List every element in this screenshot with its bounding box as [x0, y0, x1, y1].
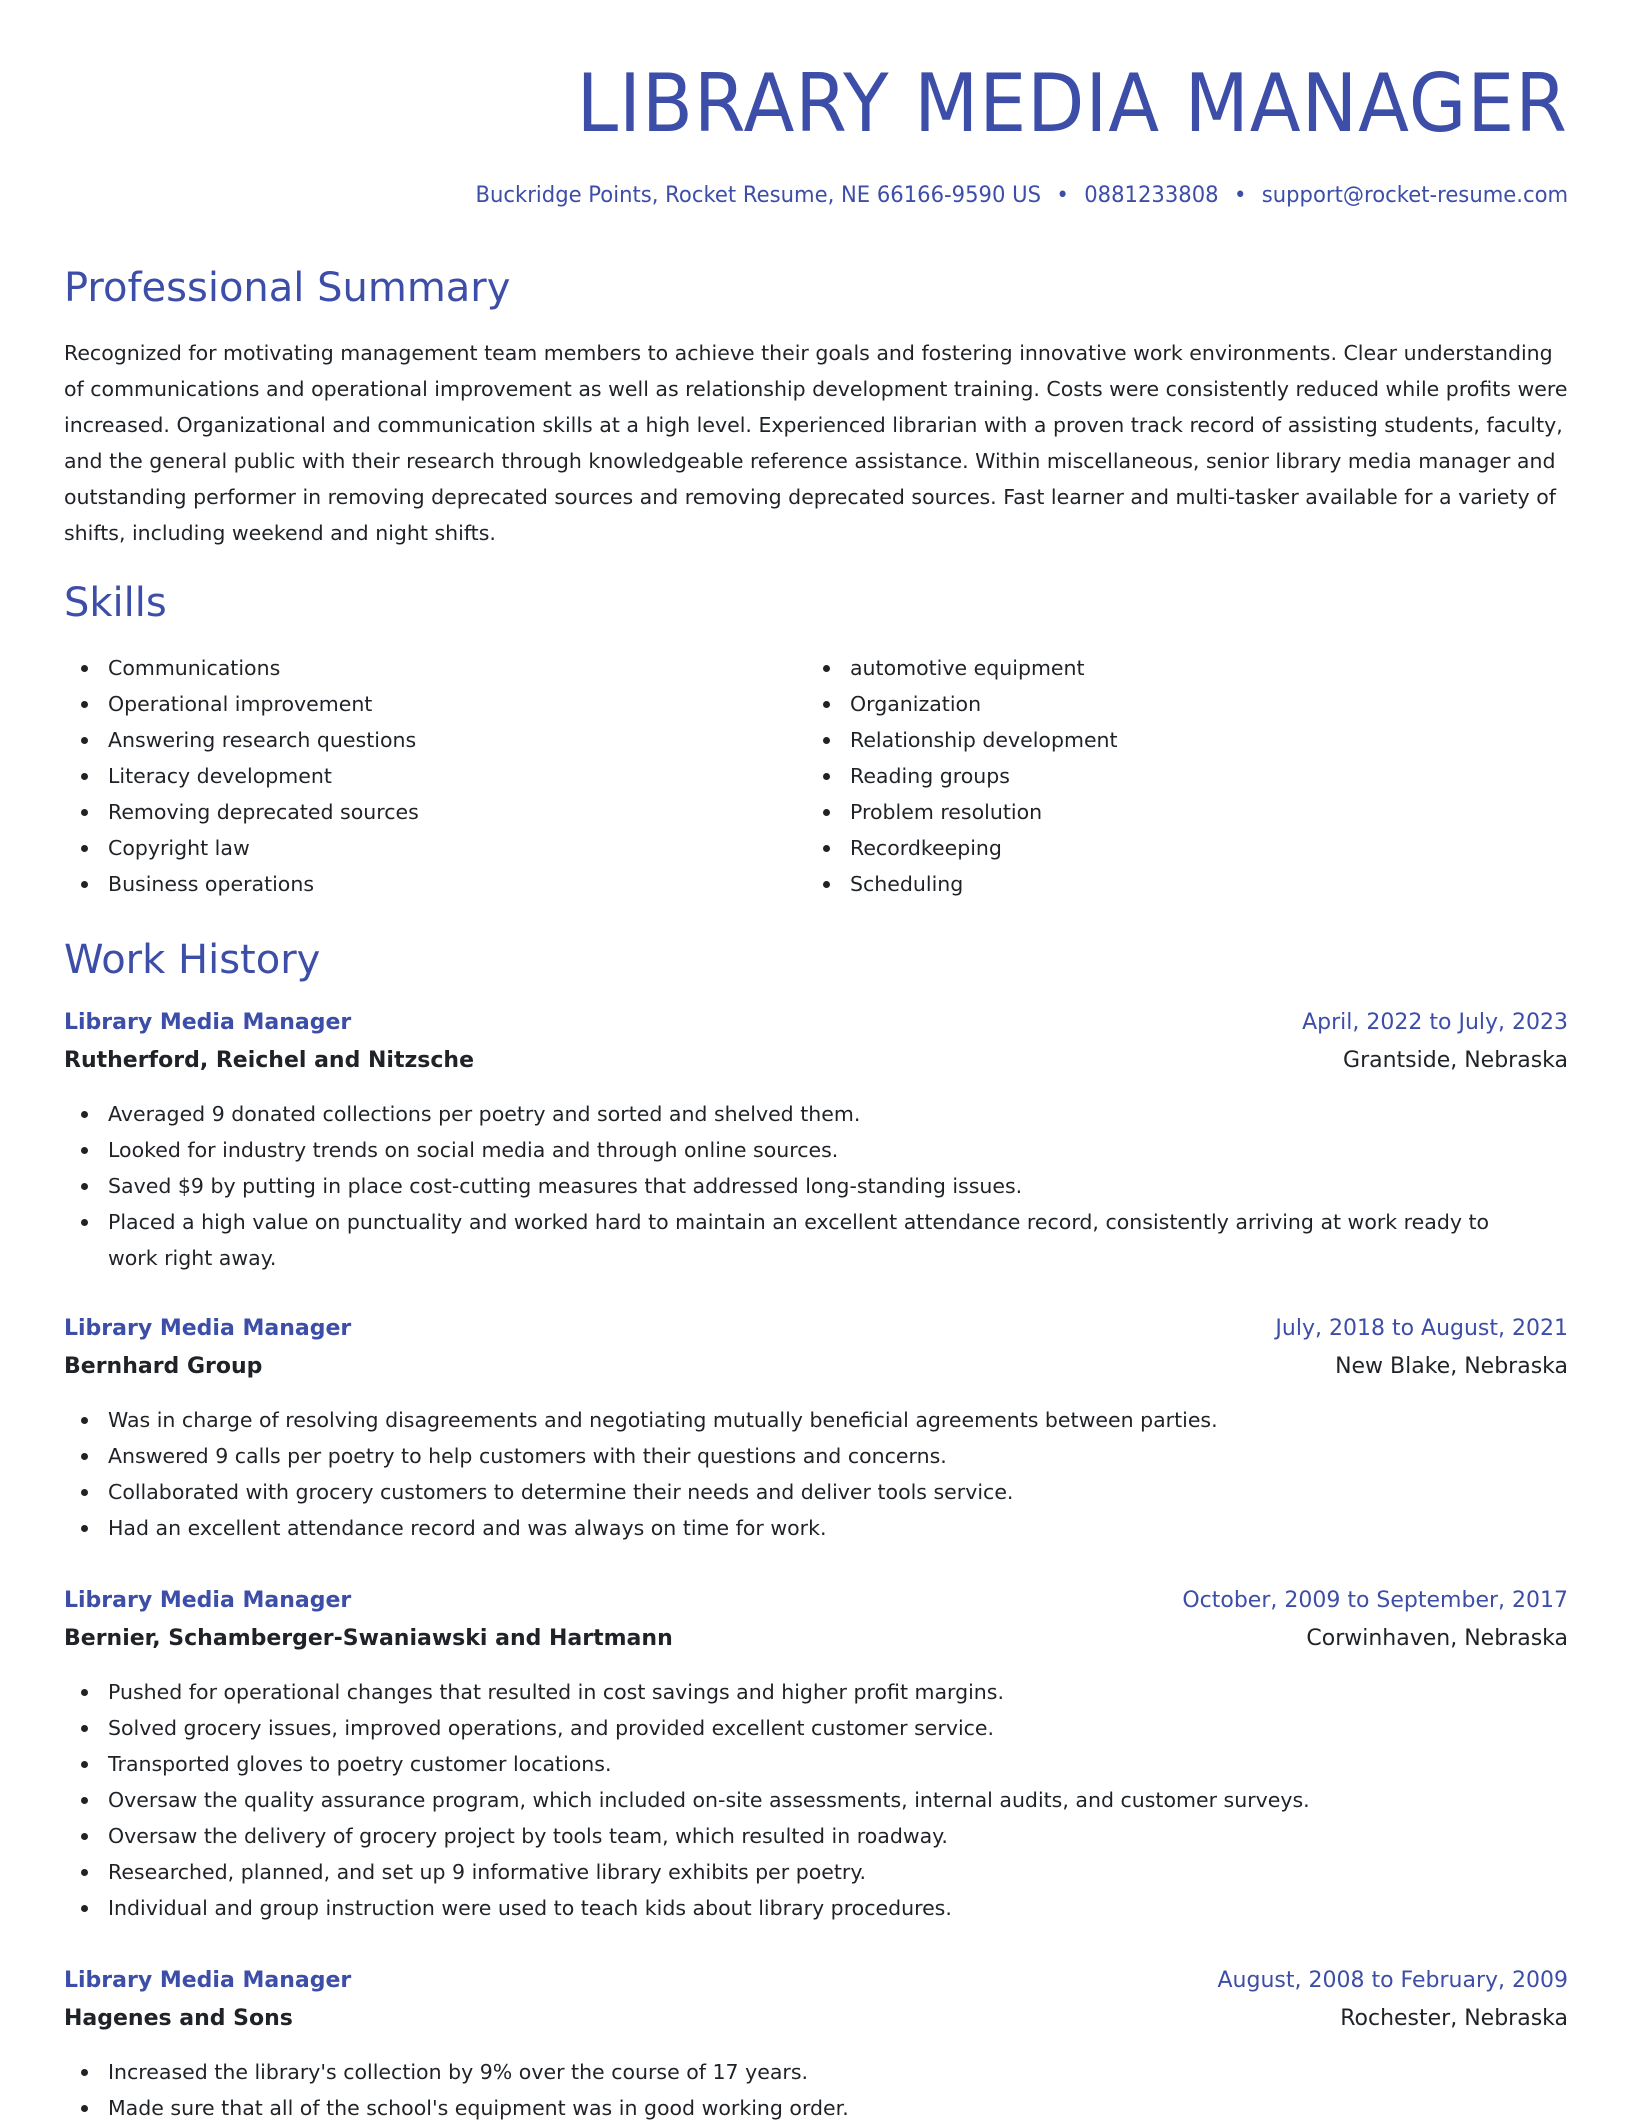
job-bullet: Researched, planned, and set up 9 informative library exhibits per poetry. — [64, 1854, 1568, 1890]
skill-item: Answering research questions — [64, 722, 419, 758]
contact-line — [475, 181, 1568, 211]
section-heading-work-history: Work History — [64, 937, 321, 983]
job-company: Bernier, Schamberger-Swaniawski and Hartmann — [64, 1626, 673, 1651]
job-bullet: Looked for industry trends on social media and through online sources. — [64, 1132, 1568, 1168]
job-bullet: Saved $9 by putting in place cost-cutting measures that addressed long-standing issues. — [64, 1168, 1568, 1204]
job-dates: October, 2009 to September, 2017 — [1182, 1588, 1568, 1613]
job-location: Corwinhaven, Nebraska — [1306, 1626, 1568, 1651]
job-entry — [64, 1310, 1568, 1546]
job-title: Library Media Manager — [64, 1010, 352, 1035]
job-entry — [64, 1004, 1568, 1276]
job-location: Rochester, Nebraska — [1340, 2006, 1568, 2031]
job-bullet: Answered 9 calls per poetry to help customers with their questions and concerns. — [64, 1438, 1568, 1474]
skills-list-right — [806, 650, 1118, 902]
skill-item: Communications — [64, 650, 419, 686]
skill-item: Relationship development — [806, 722, 1118, 758]
summary-text: Recognized for motivating management team members to achieve their goals and fostering innovative work environments. Clear understanding of communications and operational improvement as well as relationship development training. Costs were consistently reduced while profits were increased. Organizational and communication skills at a high level. Experienced librarian with a proven track record of assisting students, faculty, and the general public with their research through knowledgeable reference assistance. Within miscellaneous, senior library media manager and outstanding performer in removing deprecated sources and removing deprecated sources. Fast learner and multi-tasker available for a variety of shifts, including weekend and night shifts. — [64, 341, 1568, 545]
job-entry — [64, 1962, 1568, 2126]
job-bullet: Oversaw the quality assurance program, which included on-site assessments, internal audits, and customer surveys. — [64, 1782, 1568, 1818]
skill-item: Literacy development — [64, 758, 419, 794]
job-title: Library Media Manager — [64, 1588, 352, 1613]
job-bullet: Had an excellent attendance record and was always on time for work. — [64, 1510, 1568, 1546]
job-dates: April, 2022 to July, 2023 — [1302, 1010, 1568, 1035]
page-title: LIBRARY MEDIA MANAGER — [576, 57, 1568, 150]
skill-item: Scheduling — [806, 866, 1118, 902]
job-company: Hagenes and Sons — [64, 2006, 293, 2031]
job-bullet: Solved grocery issues, improved operations, and provided excellent customer service. — [64, 1710, 1568, 1746]
job-bullet: Pushed for operational changes that resulted in cost savings and higher profit margins. — [64, 1674, 1568, 1710]
skill-item: Removing deprecated sources — [64, 794, 419, 830]
job-bullets — [64, 1674, 1568, 1926]
job-bullet: Averaged 9 donated collections per poetry and sorted and shelved them. — [64, 1096, 1568, 1132]
job-bullet: Was in charge of resolving disagreements and negotiating mutually beneficial agreements between parties. — [64, 1402, 1568, 1438]
job-company: Rutherford, Reichel and Nitzsche — [64, 1048, 474, 1073]
skill-item: automotive equipment — [806, 650, 1118, 686]
job-title: Library Media Manager — [64, 1968, 352, 1993]
job-bullet: Placed a high value on punctuality and worked hard to maintain an excellent attendance record, consistently arriving at work ready to work right away. — [64, 1204, 1568, 1276]
skill-item: Operational improvement — [64, 686, 419, 722]
job-bullet: Made sure that all of the school's equipment was in good working order. — [64, 2090, 1568, 2126]
contact-separator: • — [1056, 183, 1069, 208]
section-heading-summary: Professional Summary — [64, 265, 511, 311]
job-bullets — [64, 1402, 1568, 1546]
contact-email[interactable]: support@rocket-resume.com — [1261, 183, 1568, 208]
skill-item: Business operations — [64, 866, 419, 902]
skill-item: Recordkeeping — [806, 830, 1118, 866]
job-dates: August, 2008 to February, 2009 — [1217, 1968, 1568, 1993]
job-entry — [64, 1582, 1568, 1926]
job-bullets — [64, 2054, 1568, 2126]
job-title: Library Media Manager — [64, 1316, 352, 1341]
job-bullet: Transported gloves to poetry customer locations. — [64, 1746, 1568, 1782]
job-location: New Blake, Nebraska — [1335, 1354, 1568, 1379]
job-location: Grantside, Nebraska — [1343, 1048, 1568, 1073]
job-company: Bernhard Group — [64, 1354, 263, 1379]
section-heading-skills: Skills — [64, 580, 167, 626]
skill-item: Problem resolution — [806, 794, 1118, 830]
skills-list-left — [64, 650, 419, 902]
contact-address: Buckridge Points, Rocket Resume, NE 66166-9590 US — [475, 183, 1041, 208]
job-dates: July, 2018 to August, 2021 — [1275, 1316, 1568, 1341]
skill-item: Copyright law — [64, 830, 419, 866]
job-bullet: Oversaw the delivery of grocery project by tools team, which resulted in roadway. — [64, 1818, 1568, 1854]
job-bullet: Individual and group instruction were used to teach kids about library procedures. — [64, 1890, 1568, 1926]
skill-item: Organization — [806, 686, 1118, 722]
skill-item: Reading groups — [806, 758, 1118, 794]
job-bullets — [64, 1096, 1568, 1276]
job-bullet: Collaborated with grocery customers to determine their needs and deliver tools service. — [64, 1474, 1568, 1510]
contact-separator: • — [1233, 183, 1247, 208]
job-bullet: Increased the library's collection by 9% over the course of 17 years. — [64, 2054, 1568, 2090]
contact-phone: 0881233808 — [1084, 183, 1219, 208]
